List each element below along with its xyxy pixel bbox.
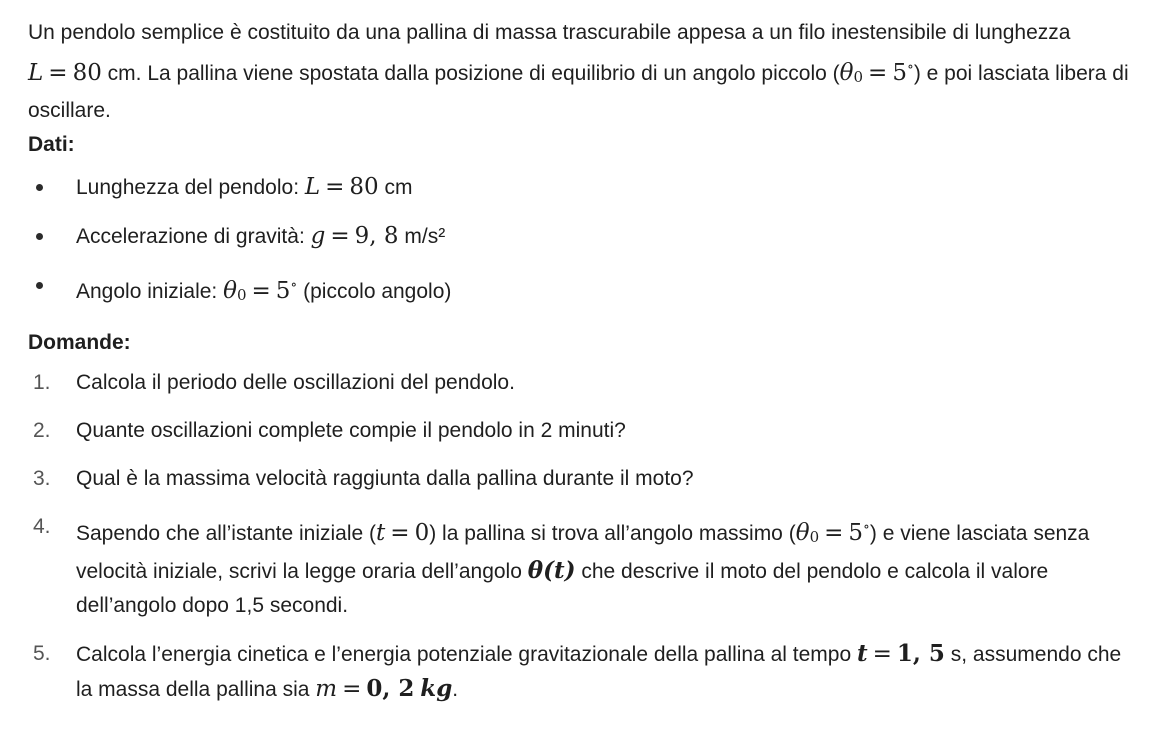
item-unit: m/s² bbox=[398, 225, 446, 248]
math-symbol: g bbox=[310, 223, 326, 249]
intro-text-1: Un pendolo semplice è costituito da una pallina di massa trascurabile appesa a un filo inestensibile di lunghezza bbox=[28, 21, 1071, 44]
list-item bbox=[28, 414, 1143, 448]
bullet-icon bbox=[36, 282, 43, 289]
list-item bbox=[28, 268, 1143, 312]
math-equals: = bbox=[390, 520, 410, 546]
list-item bbox=[28, 462, 1143, 496]
list-item bbox=[28, 219, 1143, 254]
math-theta: θ bbox=[795, 520, 810, 546]
math-equals: = bbox=[342, 676, 362, 702]
dati-list bbox=[28, 170, 1143, 312]
math-equals: = bbox=[48, 60, 68, 86]
math-mass-value: 0, 2 bbox=[366, 675, 415, 702]
list-item bbox=[28, 366, 1143, 400]
dati-heading: Dati: bbox=[28, 133, 75, 156]
math-theta-t: θ(t) bbox=[527, 557, 576, 584]
math-value: 9, 8 bbox=[354, 223, 399, 249]
math-equals: = bbox=[824, 520, 844, 546]
intro-text-3: ) e poi lasciata libera di oscillare. bbox=[28, 62, 1129, 122]
math-equals: = bbox=[251, 278, 271, 304]
question-text: Quante oscillazioni complete compie il pendolo in 2 minuti? bbox=[76, 419, 626, 442]
math-kg: kg bbox=[420, 675, 453, 702]
item-unit: (piccolo angolo) bbox=[297, 280, 452, 303]
math-angle-value: 5 bbox=[848, 520, 864, 546]
list-item bbox=[28, 637, 1143, 707]
question-text: Qual è la massima velocità raggiunta dalla pallina durante il moto? bbox=[76, 467, 694, 490]
math-L-value: 80 bbox=[72, 60, 102, 86]
question-text: che descrive il moto del pendolo e calcola il valore dell’angolo dopo 1,5 secondi. bbox=[76, 560, 1049, 617]
intro-paragraph bbox=[28, 16, 1143, 128]
item-label: Accelerazione di gravità: bbox=[76, 225, 311, 248]
question-text: Sapendo che all’istante iniziale ( bbox=[76, 522, 377, 545]
math-equals: = bbox=[330, 223, 350, 249]
math-equals: = bbox=[868, 60, 888, 86]
intro-text-2: cm. La pallina viene spostata dalla posizione di equilibrio di un angolo piccolo ( bbox=[101, 62, 840, 85]
question-text: s, assumendo che la massa della pallina sia bbox=[76, 643, 1122, 701]
bullet-icon bbox=[36, 233, 43, 240]
math-subscript-0: 0 bbox=[809, 528, 820, 546]
math-degree: ∘ bbox=[906, 59, 914, 75]
math-subscript-0: 0 bbox=[853, 68, 864, 86]
item-number: 1. bbox=[33, 371, 51, 394]
math-subscript-0: 0 bbox=[236, 286, 247, 304]
list-item bbox=[28, 170, 1143, 205]
math-t: t bbox=[376, 520, 386, 546]
item-number: 5. bbox=[33, 642, 51, 665]
math-theta: θ bbox=[839, 60, 854, 86]
question-text: ) la pallina si trova all’angolo massimo ( bbox=[429, 522, 796, 545]
domande-heading: Domande: bbox=[28, 331, 131, 354]
math-value: 80 bbox=[349, 174, 379, 200]
item-number: 3. bbox=[33, 467, 51, 490]
math-equals: = bbox=[872, 641, 892, 667]
item-label: Lunghezza del pendolo: bbox=[76, 176, 305, 199]
list-item bbox=[28, 510, 1143, 623]
item-unit: cm bbox=[378, 176, 413, 199]
question-text: Calcola l’energia cinetica e l’energia potenziale gravitazionale della pallina al tempo bbox=[76, 643, 857, 666]
question-text: . bbox=[452, 678, 459, 701]
math-L: L bbox=[28, 60, 44, 86]
math-m: m bbox=[315, 676, 338, 702]
item-number: 2. bbox=[33, 419, 51, 442]
math-angle-value: 5 bbox=[892, 60, 907, 86]
question-text: ) e viene lasciata senza velocità iniziale, scrivi la legge oraria dell’angolo bbox=[76, 522, 1090, 583]
bullet-icon bbox=[36, 184, 43, 191]
math-value: 5 bbox=[275, 278, 291, 304]
math-zero: 0 bbox=[414, 520, 430, 546]
math-t: t bbox=[856, 640, 868, 667]
item-number: 4. bbox=[33, 515, 51, 538]
question-text: Calcola il periodo delle oscillazioni del pendolo. bbox=[76, 371, 515, 394]
math-symbol: θ bbox=[223, 278, 237, 304]
domande-list bbox=[28, 366, 1143, 707]
math-time-value: 1, 5 bbox=[896, 640, 945, 667]
math-degree: ∘ bbox=[290, 277, 298, 293]
math-equals: = bbox=[325, 174, 345, 200]
math-symbol: L bbox=[304, 174, 321, 200]
item-label: Angolo iniziale: bbox=[76, 280, 224, 303]
math-degree: ∘ bbox=[863, 519, 870, 535]
